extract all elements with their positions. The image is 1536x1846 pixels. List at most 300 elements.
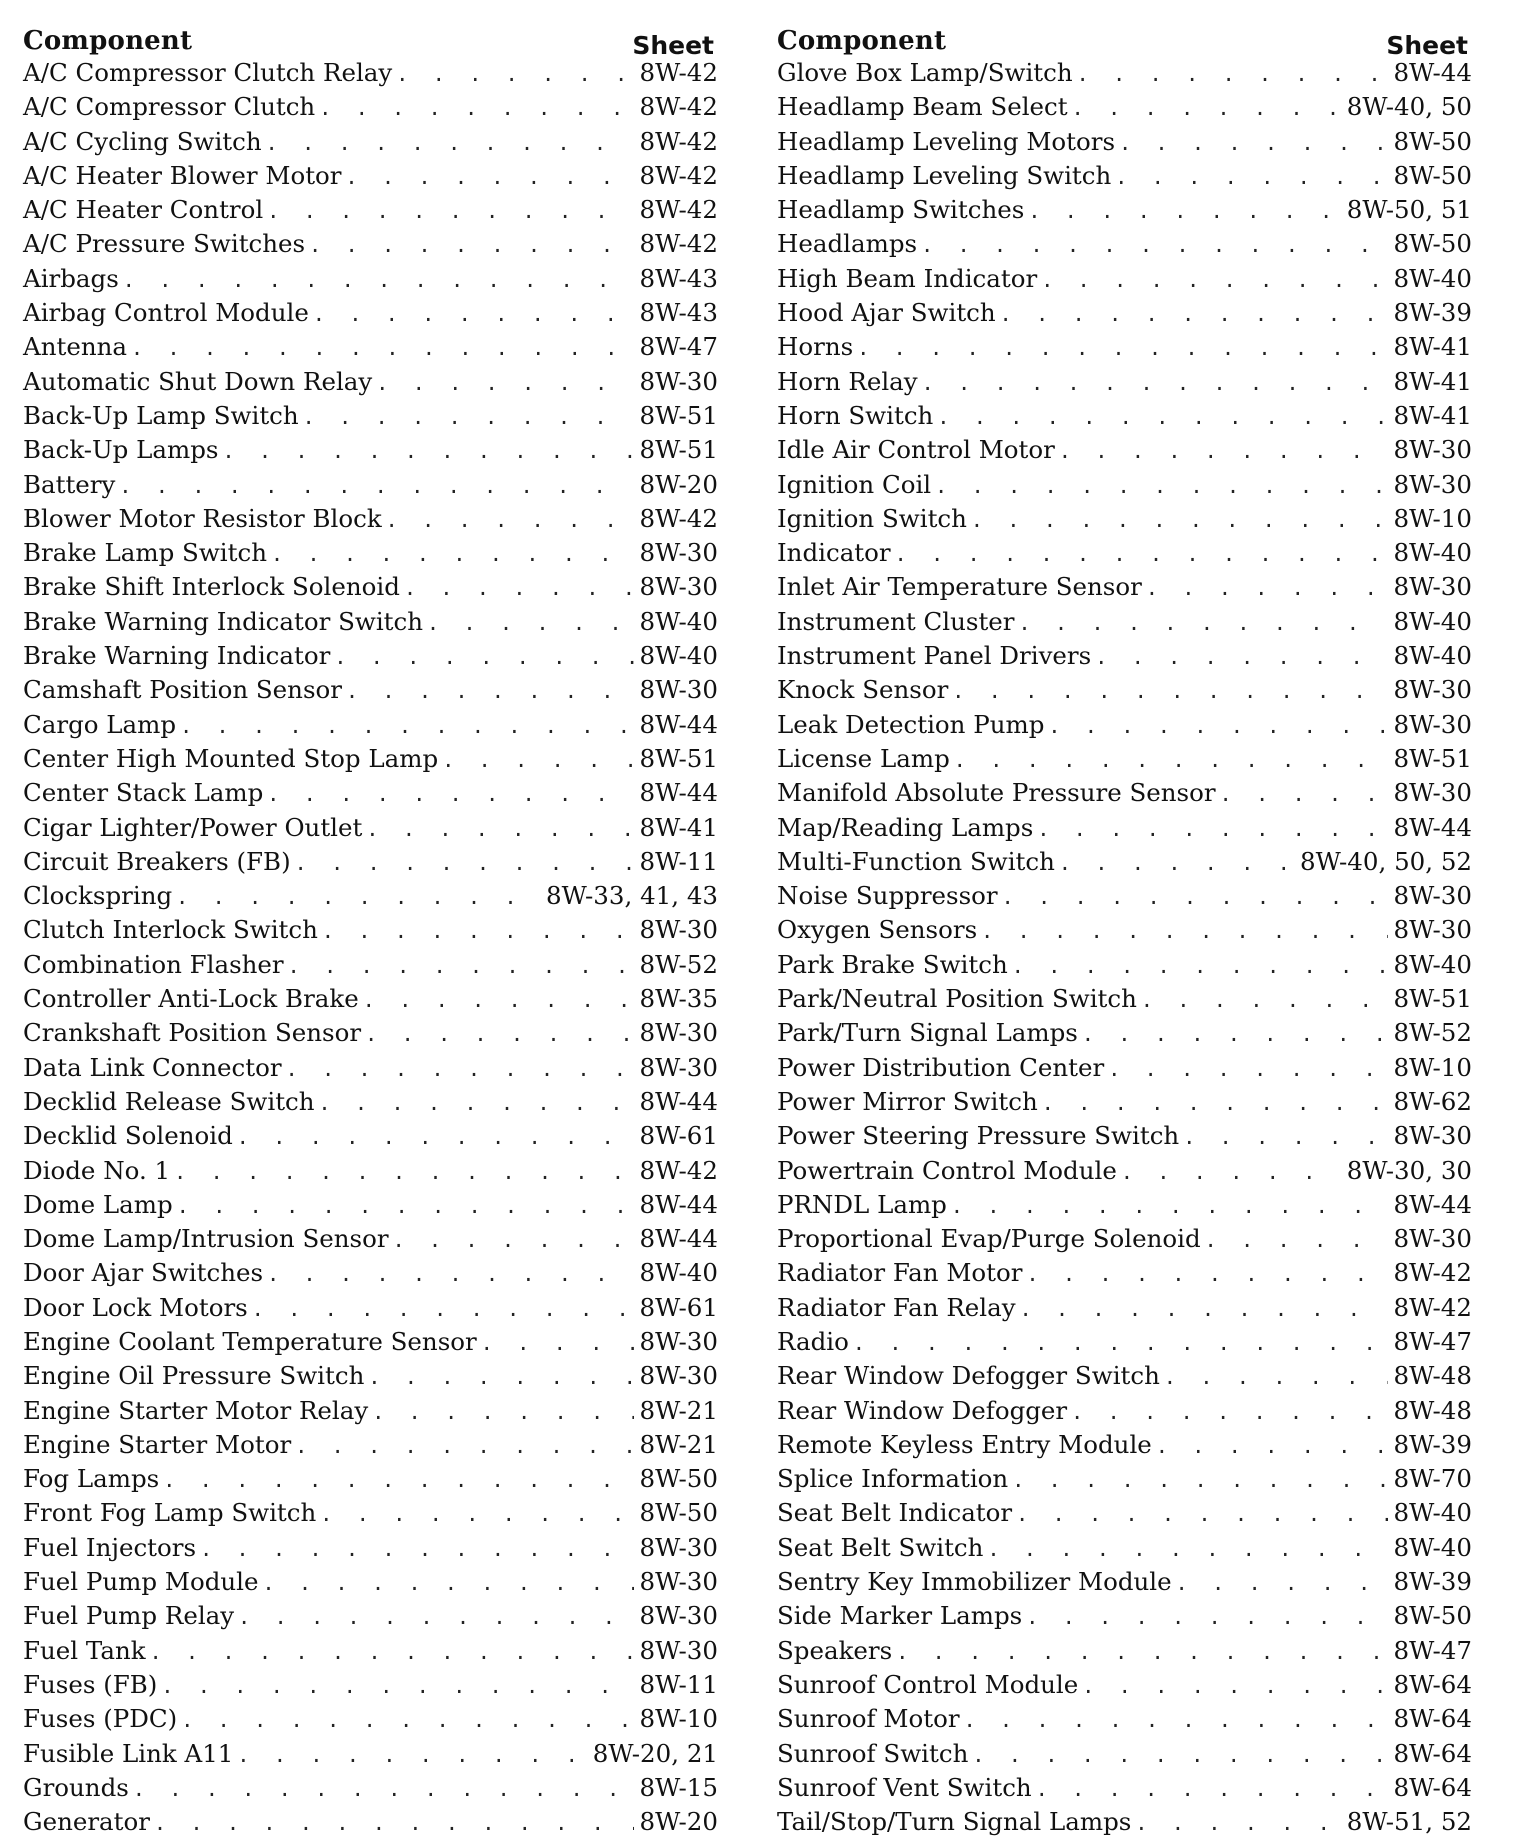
sheet-reference: 8W-30 <box>639 915 718 945</box>
component-name: Ignition Coil <box>777 469 932 499</box>
component-name: Brake Lamp Switch <box>23 538 267 568</box>
list-item <box>23 1531 718 1565</box>
dot-leader <box>1059 846 1294 880</box>
list-item <box>23 913 718 947</box>
dot-leader <box>954 743 1388 777</box>
list-item <box>23 1737 718 1771</box>
component-name: Battery <box>23 469 116 499</box>
right-column-header <box>777 22 1472 60</box>
sheet-reference: 8W-42 <box>1393 1258 1472 1288</box>
dot-leader <box>1072 91 1341 125</box>
sheet-reference: 8W-48 <box>1393 1361 1472 1391</box>
component-name: Side Marker Lamps <box>777 1601 1023 1631</box>
component-name: A/C Heater Blower Motor <box>23 160 342 190</box>
sheet-reference: 8W-44 <box>639 778 718 808</box>
dot-leader <box>1082 1669 1387 1703</box>
dot-leader <box>1027 1257 1388 1291</box>
list-item <box>777 1325 1472 1359</box>
sheet-reference: 8W-42 <box>639 126 718 156</box>
component-name: Leak Detection Pump <box>777 709 1045 739</box>
dot-leader <box>1042 1086 1388 1120</box>
sheet-reference: 8W-64 <box>1393 1669 1472 1699</box>
dot-leader <box>322 914 634 948</box>
sheet-reference: 8W-10 <box>1393 1052 1472 1082</box>
dot-leader <box>252 1292 634 1326</box>
list-item <box>23 433 718 467</box>
component-name: Engine Starter Motor Relay <box>23 1395 369 1425</box>
sheet-reference: 8W-30 <box>1393 1121 1472 1151</box>
list-item <box>23 948 718 982</box>
sheet-reference: 8W-50 <box>1393 1601 1472 1631</box>
sheet-reference: 8W-30, 30 <box>1346 1155 1472 1185</box>
component-name: Door Ajar Switches <box>23 1258 264 1288</box>
component-name: Horn Switch <box>777 400 934 430</box>
sheet-reference: 8W-51 <box>639 435 718 465</box>
component-name: Grounds <box>23 1772 129 1802</box>
list-item <box>777 673 1472 707</box>
dot-leader <box>376 366 633 400</box>
list-item <box>23 708 718 742</box>
sheet-reference: 8W-48 <box>1393 1395 1472 1425</box>
sheet-heading: Sheet <box>1386 31 1468 60</box>
component-name: Fog Lamps <box>23 1464 160 1494</box>
dot-leader <box>404 571 634 605</box>
list-item <box>777 1565 1472 1599</box>
dot-leader <box>1048 709 1387 743</box>
component-name: Diode No. 1 <box>23 1155 171 1185</box>
list-item <box>23 1051 718 1085</box>
component-name: Multi-Function Switch <box>777 846 1055 876</box>
list-item <box>23 1325 718 1359</box>
component-name: Indicator <box>777 538 891 568</box>
dot-leader <box>237 1120 634 1154</box>
component-name: PRNDL Lamp <box>777 1189 947 1219</box>
component-name: Dome Lamp <box>23 1189 173 1219</box>
dot-leader <box>1095 640 1387 674</box>
component-name: Headlamp Leveling Motors <box>777 126 1116 156</box>
dot-leader <box>1041 263 1387 297</box>
list-item <box>777 948 1472 982</box>
sheet-reference: 8W-42 <box>639 92 718 122</box>
component-name: Engine Starter Motor <box>23 1429 292 1459</box>
component-name: Manifold Absolute Pressure Sensor <box>777 778 1216 808</box>
sheet-reference: 8W-10 <box>1393 503 1472 533</box>
component-name: License Lamp <box>777 743 950 773</box>
dot-leader <box>921 228 1387 262</box>
list-item <box>777 845 1472 879</box>
component-name: Generator <box>23 1807 150 1837</box>
component-name: Proportional Evap/Purge Solenoid <box>777 1224 1201 1254</box>
dot-leader <box>481 1326 634 1360</box>
list-item <box>777 913 1472 947</box>
dot-leader <box>181 1703 633 1737</box>
sheet-reference: 8W-41 <box>1393 366 1472 396</box>
sheet-reference: 8W-40 <box>1393 606 1472 636</box>
dot-leader <box>131 331 634 365</box>
list-item <box>23 845 718 879</box>
dot-leader <box>161 1669 633 1703</box>
dot-leader <box>266 126 634 160</box>
list-item <box>23 673 718 707</box>
component-name: Data Link Connector <box>23 1052 282 1082</box>
component-name: Engine Oil Pressure Switch <box>23 1361 365 1391</box>
sheet-reference: 8W-42 <box>639 195 718 225</box>
component-name: Fuel Pump Relay <box>23 1601 235 1631</box>
sheet-reference: 8W-50 <box>1393 126 1472 156</box>
sheet-reference: 8W-40 <box>1393 1498 1472 1528</box>
component-name: A/C Compressor Clutch <box>23 92 316 122</box>
dot-leader <box>223 434 634 468</box>
component-name: Radiator Fan Motor <box>777 1258 1023 1288</box>
sheet-reference: 8W-40 <box>1393 641 1472 671</box>
dot-leader <box>922 366 1388 400</box>
sheet-reference: 8W-47 <box>1393 1326 1472 1356</box>
component-name: Headlamp Beam Select <box>777 92 1068 122</box>
component-name: A/C Heater Control <box>23 195 264 225</box>
sheet-reference: 8W-30 <box>1393 1224 1472 1254</box>
dot-leader <box>951 1189 1388 1223</box>
list-item <box>23 56 718 90</box>
sheet-reference: 8W-30 <box>639 1326 718 1356</box>
component-name: Noise Suppressor <box>777 881 998 911</box>
component-name: Headlamps <box>777 229 918 259</box>
sheet-reference: 8W-40 <box>639 606 718 636</box>
sheet-reference: 8W-30 <box>639 1018 718 1048</box>
list-item <box>23 1394 718 1428</box>
component-name: Power Steering Pressure Switch <box>777 1121 1180 1151</box>
component-name: Fusible Link A11 <box>23 1738 234 1768</box>
left-column-header <box>23 22 718 60</box>
dot-leader <box>987 1532 1387 1566</box>
dot-leader <box>267 194 633 228</box>
component-name: Brake Warning Indicator Switch <box>23 606 424 636</box>
sheet-reference: 8W-70 <box>1393 1464 1472 1494</box>
dot-leader <box>1019 606 1388 640</box>
dot-leader <box>1028 194 1340 228</box>
dot-leader <box>319 91 633 125</box>
dot-leader <box>427 606 634 640</box>
right-column <box>777 22 1472 1839</box>
list-item <box>23 1462 718 1496</box>
dot-leader <box>1220 777 1388 811</box>
list-item <box>23 811 718 845</box>
dot-leader <box>857 331 1387 365</box>
sheet-reference: 8W-35 <box>639 984 718 1014</box>
component-name: Combination Flasher <box>23 949 284 979</box>
component-name: Brake Shift Interlock Solenoid <box>23 572 400 602</box>
list-item <box>23 90 718 124</box>
list-item <box>23 1634 718 1668</box>
component-name: Idle Air Control Motor <box>777 435 1055 465</box>
dot-leader <box>267 1257 633 1291</box>
list-item <box>23 227 718 261</box>
list-item <box>777 159 1472 193</box>
sheet-reference: 8W-30 <box>1393 709 1472 739</box>
dot-leader <box>1135 1806 1340 1840</box>
component-name: High Beam Indicator <box>777 263 1038 293</box>
component-name: Crankshaft Position Sensor <box>23 1018 362 1048</box>
dot-leader <box>309 228 633 262</box>
list-item <box>23 399 718 433</box>
component-name: Brake Warning Indicator <box>23 641 331 671</box>
list-item <box>23 262 718 296</box>
component-name: A/C Compressor Clutch Relay <box>23 58 393 87</box>
component-name: Automatic Shut Down Relay <box>23 366 373 396</box>
component-heading: Component <box>777 26 947 56</box>
component-name: Camshaft Position Sensor <box>23 675 342 705</box>
component-name: Rear Window Defogger <box>777 1395 1068 1425</box>
dot-leader <box>1146 571 1388 605</box>
sheet-reference: 8W-43 <box>639 263 718 293</box>
list-item <box>777 330 1472 364</box>
sheet-reference: 8W-44 <box>1393 812 1472 842</box>
list-item <box>23 776 718 810</box>
component-name: Airbag Control Module <box>23 298 309 328</box>
list-item <box>23 605 718 639</box>
dot-leader <box>150 1635 634 1669</box>
list-item <box>777 227 1472 261</box>
list-item <box>23 296 718 330</box>
component-name: Instrument Panel Drivers <box>777 641 1092 671</box>
sheet-reference: 8W-44 <box>1393 1189 1472 1219</box>
dot-leader <box>346 160 634 194</box>
dot-leader <box>1059 434 1388 468</box>
list-item <box>23 468 718 502</box>
sheet-reference: 8W-44 <box>639 1086 718 1116</box>
component-name: Instrument Cluster <box>777 606 1015 636</box>
component-name: Hood Ajar Switch <box>777 298 996 328</box>
list-item <box>777 776 1472 810</box>
list-item <box>777 1702 1472 1736</box>
component-name: Airbags <box>23 263 119 293</box>
sheet-reference: 8W-30 <box>639 1361 718 1391</box>
dot-leader <box>1164 1360 1388 1394</box>
sheet-reference: 8W-50 <box>639 1464 718 1494</box>
component-name: A/C Cycling Switch <box>23 126 262 156</box>
sheet-reference: 8W-47 <box>1393 1635 1472 1665</box>
sheet-reference: 8W-30 <box>639 1567 718 1597</box>
component-name: Center Stack Lamp <box>23 778 264 808</box>
component-name: Tail/Stop/Turn Signal Lamps <box>777 1807 1132 1837</box>
list-item <box>777 262 1472 296</box>
sheet-reference: 8W-21 <box>639 1429 718 1459</box>
dot-leader <box>1016 1497 1387 1531</box>
list-item <box>777 193 1472 227</box>
sheet-reference: 8W-42 <box>639 58 718 87</box>
component-name: Clutch Interlock Switch <box>23 915 318 945</box>
list-item <box>777 742 1472 776</box>
list-item <box>23 1805 718 1839</box>
dot-leader <box>372 1395 633 1429</box>
dot-leader <box>271 537 634 571</box>
list-item <box>777 1359 1472 1393</box>
sheet-reference: 8W-30 <box>639 366 718 396</box>
list-item <box>23 1291 718 1325</box>
list-item <box>777 570 1472 604</box>
dot-leader <box>237 1738 586 1772</box>
dot-leader <box>319 1086 634 1120</box>
component-name: Front Fog Lamp Switch <box>23 1498 317 1528</box>
sheet-reference: 8W-39 <box>1393 1429 1472 1459</box>
sheet-reference: 8W-21 <box>639 1395 718 1425</box>
sheet-reference: 8W-44 <box>639 709 718 739</box>
component-name: Engine Coolant Temperature Sensor <box>23 1326 477 1356</box>
list-item <box>23 570 718 604</box>
list-item <box>23 1016 718 1050</box>
sheet-reference: 8W-40 <box>1393 538 1472 568</box>
sheet-reference: 8W-30 <box>1393 572 1472 602</box>
list-item <box>777 1085 1472 1119</box>
dot-leader <box>368 1360 633 1394</box>
sheet-reference: 8W-20, 21 <box>592 1738 718 1768</box>
dot-leader <box>320 1497 633 1531</box>
component-name: Sunroof Motor <box>777 1704 960 1734</box>
left-column <box>23 22 718 1839</box>
sheet-reference: 8W-10 <box>639 1704 718 1734</box>
sheet-reference: 8W-42 <box>639 503 718 533</box>
list-item <box>777 1737 1472 1771</box>
component-name: Cargo Lamp <box>23 709 177 739</box>
component-name: Sentry Key Immobilizer Module <box>777 1567 1172 1597</box>
dot-leader <box>288 949 634 983</box>
dot-leader <box>1205 1223 1388 1257</box>
sheet-reference: 8W-40 <box>1393 1532 1472 1562</box>
sheet-reference: 8W-42 <box>1393 1292 1472 1322</box>
sheet-reference: 8W-51 <box>639 400 718 430</box>
component-name: Glove Box Lamp/Switch <box>777 58 1073 87</box>
dot-leader <box>1036 1772 1388 1806</box>
component-name: Controller Anti-Lock Brake <box>23 984 359 1014</box>
sheet-reference: 8W-30 <box>639 1635 718 1665</box>
component-name: A/C Pressure Switches <box>23 229 306 259</box>
list-item <box>23 1599 718 1633</box>
component-name: Circuit Breakers (FB) <box>23 846 291 876</box>
dot-leader <box>163 1463 633 1497</box>
sheet-reference: 8W-40 <box>639 641 718 671</box>
component-name: Map/Reading Lamps <box>777 812 1034 842</box>
dot-leader <box>981 914 1387 948</box>
sheet-reference: 8W-50 <box>639 1498 718 1528</box>
dot-leader <box>267 777 633 811</box>
list-item <box>23 1085 718 1119</box>
list-item <box>777 1051 1472 1085</box>
sheet-reference: 8W-64 <box>1393 1772 1472 1802</box>
dot-leader <box>346 674 634 708</box>
dot-leader <box>386 503 634 537</box>
dot-leader <box>935 469 1387 503</box>
list-item <box>777 1119 1472 1153</box>
dot-leader <box>238 1600 633 1634</box>
list-item <box>777 1291 1472 1325</box>
sheet-reference: 8W-42 <box>639 160 718 190</box>
component-name: Horn Relay <box>777 366 918 396</box>
dot-leader <box>180 709 633 743</box>
component-name: Fuel Injectors <box>23 1532 197 1562</box>
right-component-list <box>777 56 1472 1839</box>
sheet-reference: 8W-44 <box>639 1224 718 1254</box>
component-name: Back-Up Lamps <box>23 435 219 465</box>
list-item <box>777 1256 1472 1290</box>
component-name: Dome Lamp/Intrusion Sensor <box>23 1224 389 1254</box>
list-item <box>23 879 718 913</box>
list-item <box>23 1359 718 1393</box>
dot-leader <box>1000 297 1388 331</box>
dot-leader <box>1082 1017 1388 1051</box>
dot-leader <box>1020 1292 1388 1326</box>
component-heading: Component <box>23 26 193 56</box>
sheet-reference: 8W-11 <box>639 1669 718 1699</box>
component-name: Speakers <box>777 1635 893 1665</box>
list-item <box>23 639 718 673</box>
list-item <box>23 1154 718 1188</box>
dot-leader <box>177 1189 634 1223</box>
sheet-reference: 8W-42 <box>639 229 718 259</box>
list-item <box>23 1222 718 1256</box>
component-name: Knock Sensor <box>777 675 949 705</box>
sheet-reference: 8W-39 <box>1393 1567 1472 1597</box>
dot-leader <box>286 1052 634 1086</box>
list-item <box>777 399 1472 433</box>
component-name: Powertrain Control Module <box>777 1155 1117 1185</box>
sheet-reference: 8W-20 <box>639 469 718 499</box>
sheet-reference: 8W-40 <box>1393 949 1472 979</box>
component-name: Clockspring <box>23 881 173 911</box>
list-item <box>777 811 1472 845</box>
sheet-reference: 8W-30 <box>639 538 718 568</box>
dot-leader <box>200 1532 633 1566</box>
list-item <box>777 56 1472 90</box>
sheet-reference: 8W-43 <box>639 298 718 328</box>
component-name: Fuel Tank <box>23 1635 146 1665</box>
list-item <box>777 1805 1472 1839</box>
component-name: Radiator Fan Relay <box>777 1292 1016 1322</box>
component-name: Headlamp Switches <box>777 195 1025 225</box>
list-item <box>777 1394 1472 1428</box>
sheet-heading: Sheet <box>632 31 714 60</box>
list-item <box>23 982 718 1016</box>
list-item <box>777 605 1472 639</box>
dot-leader <box>1141 983 1388 1017</box>
component-name: Power Mirror Switch <box>777 1086 1038 1116</box>
list-item <box>23 742 718 776</box>
list-item <box>777 879 1472 913</box>
sheet-reference: 8W-64 <box>1393 1704 1472 1734</box>
dot-leader <box>853 1326 1388 1360</box>
sheet-reference: 8W-44 <box>639 1189 718 1219</box>
dot-leader <box>119 469 633 503</box>
sheet-reference: 8W-30 <box>639 675 718 705</box>
list-item <box>23 125 718 159</box>
list-item <box>23 330 718 364</box>
component-name: Fuel Pump Module <box>23 1567 259 1597</box>
component-name: Oxygen Sensors <box>777 915 978 945</box>
list-item <box>777 433 1472 467</box>
sheet-reference: 8W-30 <box>1393 435 1472 465</box>
dot-leader <box>1071 1395 1387 1429</box>
component-name: Splice Information <box>777 1464 1009 1494</box>
sheet-reference: 8W-51, 52 <box>1346 1807 1472 1837</box>
component-name: Sunroof Vent Switch <box>777 1772 1032 1802</box>
sheet-reference: 8W-62 <box>1393 1086 1472 1116</box>
dot-leader <box>937 400 1387 434</box>
component-name: Decklid Solenoid <box>23 1121 233 1151</box>
list-item <box>777 1599 1472 1633</box>
dot-leader <box>313 297 634 331</box>
sheet-reference: 8W-30 <box>639 1052 718 1082</box>
sheet-reference: 8W-40, 50 <box>1346 92 1472 122</box>
sheet-reference: 8W-40 <box>1393 263 1472 293</box>
dot-leader <box>1115 160 1387 194</box>
